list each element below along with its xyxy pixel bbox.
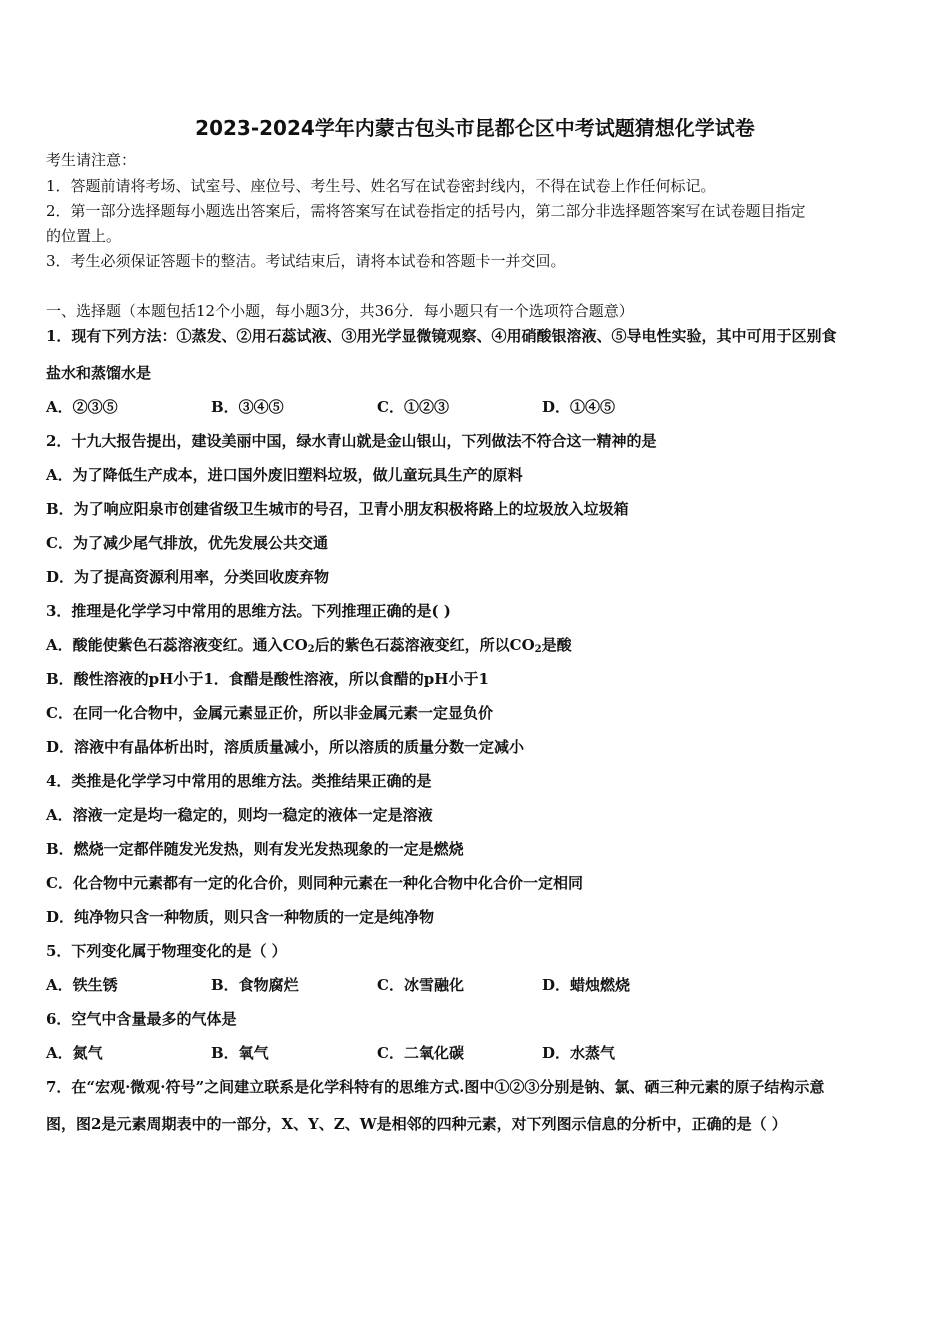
option-c: C．二氧化碳 <box>377 1044 464 1062</box>
question-4-option-b: B．燃烧一定都伴随发光发热，则有发光发热现象的一定是燃烧 <box>46 840 464 858</box>
question-1-stem: 1．现有下列方法：①蒸发、②用石蕊试液、③用光学显微镜观察、④用硝酸银溶液、⑤导电性实验，其中可用于区别食 <box>46 327 837 345</box>
question-1-stem-cont: 盐水和蒸馏水是 <box>46 364 152 382</box>
question-2-option-c: C．为了减少尾气排放，优先发展公共交通 <box>46 534 328 552</box>
notice-item-2: 2．第一部分选择题每小题选出答案后，需将答案写在试卷指定的括号内，第二部分非选择题答案写在试卷题目指定 <box>46 202 806 220</box>
option-b: B．③④⑤ <box>211 398 284 416</box>
option-c: C．冰雪融化 <box>377 976 464 994</box>
option-b: B．食物腐烂 <box>211 976 299 994</box>
page-title: 2023-2024学年内蒙古包头市昆都仑区中考试题猜想化学试卷 <box>195 116 755 140</box>
question-4-stem: 4．类推是化学学习中常用的思维方法。类推结果正确的是 <box>46 772 432 790</box>
notice-item-1: 1．答题前请将考场、试室号、座位号、考生号、姓名写在试卷密封线内，不得在试卷上作任何标记。 <box>46 177 716 195</box>
question-3-option-a <box>46 635 906 655</box>
option-a: A．②③⑤ <box>46 398 118 416</box>
option-a: A．铁生锈 <box>46 976 118 994</box>
subscript-2: 2 <box>534 644 542 655</box>
question-2-option-d: D．为了提高资源利用率，分类回收废弃物 <box>46 568 330 586</box>
question-4-option-d: D．纯净物只含一种物质，则只含一种物质的一定是纯净物 <box>46 908 435 926</box>
option-a-part-3: 是酸 <box>541 636 572 654</box>
option-d: D．蜡烛燃烧 <box>542 976 631 994</box>
question-2-option-a: A．为了降低生产成本，进口国外废旧塑料垃圾，做儿童玩具生产的原料 <box>46 466 523 484</box>
section-heading: 一、选择题（本题包括12个小题，每小题3分，共36分．每小题只有一个选项符合题意） <box>46 302 634 320</box>
option-a: A．氮气 <box>46 1044 103 1062</box>
option-d: D．①④⑤ <box>542 398 616 416</box>
question-3-option-d: D．溶液中有晶体析出时，溶质质量减小，所以溶质的质量分数一定减小 <box>46 738 525 756</box>
notice-heading: 考生请注意： <box>46 151 137 169</box>
question-7-stem: 7．在“宏观·微观·符号”之间建立联系是化学科特有的思维方式.图中①②③分别是钠、氯、硒三种元素的原子结构示意 <box>46 1078 825 1096</box>
option-a-part-2: 后的紫色石蕊溶液变红，所以CO <box>314 636 535 654</box>
notice-item-2-cont: 的位置上。 <box>46 227 122 245</box>
option-b: B．氧气 <box>211 1044 269 1062</box>
subscript-2: 2 <box>307 644 315 655</box>
question-4-option-a: A．溶液一定是均一稳定的，则均一稳定的液体一定是溶液 <box>46 806 433 824</box>
question-5-stem: 5．下列变化属于物理变化的是（ ） <box>46 942 287 960</box>
option-c: C．①②③ <box>377 398 449 416</box>
question-2-stem: 2．十九大报告提出，建设美丽中国，绿水青山就是金山银山，下列做法不符合这一精神的是 <box>46 432 657 450</box>
question-7-stem-cont: 图，图2是元素周期表中的一部分，X、Y、Z、W是相邻的四种元素，对下列图示信息的分析中，正确的是（ ） <box>46 1115 787 1133</box>
question-3-option-c: C．在同一化合物中，金属元素显正价，所以非金属元素一定显负价 <box>46 704 493 722</box>
question-6-stem: 6．空气中含量最多的气体是 <box>46 1010 237 1028</box>
option-a-part-1: A．酸能使紫色石蕊溶液变红。通入CO <box>46 636 308 654</box>
option-d: D．水蒸气 <box>542 1044 616 1062</box>
notice-item-3: 3．考生必须保证答题卡的整洁。考试结束后，请将本试卷和答题卡一并交回。 <box>46 252 566 270</box>
question-3-stem: 3．推理是化学学习中常用的思维方法。下列推理正确的是( ) <box>46 602 451 620</box>
question-2-option-b: B．为了响应阳泉市创建省级卫生城市的号召，卫青小朋友积极将路上的垃圾放入垃圾箱 <box>46 500 629 518</box>
question-4-option-c: C．化合物中元素都有一定的化合价，则同种元素在一种化合物中化合价一定相同 <box>46 874 583 892</box>
question-3-option-b: B．酸性溶液的pH小于1．食醋是酸性溶液，所以食醋的pH小于1 <box>46 670 489 688</box>
